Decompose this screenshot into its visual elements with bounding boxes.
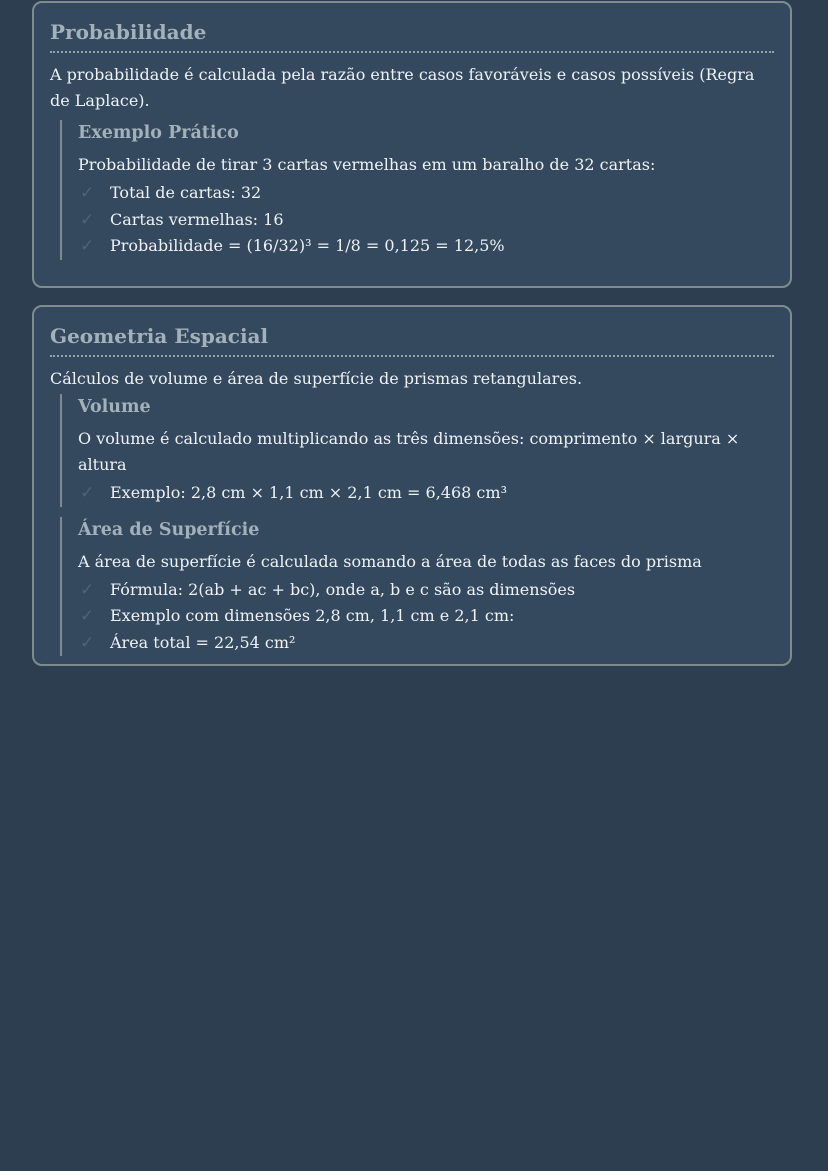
- surface-area-block: [60, 517, 774, 657]
- volume-list: [78, 480, 774, 507]
- checkmark-icon: ✓: [80, 236, 95, 256]
- checkmark-icon: ✓: [80, 209, 95, 230]
- subsection-description: Probabilidade de tirar 3 cartas vermelhas em um baralho de 32 cartas:: [78, 155, 656, 174]
- list-item: ✓ Total de cartas: 32: [78, 180, 774, 207]
- surface-area-list: [78, 577, 774, 657]
- list-item: ✓ Exemplo: 2,8 cm × 1,1 cm × 2,1 cm = 6,468 cm³: [78, 480, 774, 507]
- list-item: ✓ Fórmula: 2(ab + ac + bc), onde a, b e c são as dimensões: [78, 577, 774, 604]
- checkmark-icon: ✓: [80, 183, 95, 203]
- checkmark-icon: ✓: [80, 579, 95, 600]
- subsection-description: O volume é calculado multiplicando as três dimensões: comprimento × largura × altura: [78, 429, 740, 474]
- volume-block: [60, 394, 774, 507]
- section-title: Geometria Espacial: [50, 323, 774, 357]
- list-item: ✓ Área total = 22,54 cm²: [78, 630, 774, 657]
- list-item: ✓ Exemplo com dimensões 2,8 cm, 1,1 cm e 2,1 cm:: [78, 603, 774, 630]
- checkmark-icon: ✓: [80, 483, 95, 503]
- section-title: Probabilidade: [50, 19, 774, 53]
- geometry-card: [32, 305, 792, 666]
- example-list: [78, 180, 774, 260]
- list-item: ✓ Probabilidade = (16/32)³ = 1/8 = 0,125 = 12,5%: [78, 233, 774, 260]
- subsection-title: Área de Superfície: [78, 519, 260, 540]
- list-item: ✓ Cartas vermelhas: 16: [78, 207, 774, 234]
- probability-card: [32, 1, 792, 288]
- subsection-description: A área de superfície é calculada somando a área de todas as faces do prisma: [78, 551, 702, 571]
- example-block: [60, 120, 774, 260]
- checkmark-icon: ✓: [80, 632, 95, 653]
- subsection-title: Volume: [78, 397, 151, 417]
- subsection-title: Exemplo Prático: [78, 123, 239, 143]
- checkmark-icon: ✓: [80, 606, 95, 626]
- section-description: A probabilidade é calculada pela razão entre casos favoráveis e casos possíveis (Regra de Laplace).: [50, 65, 755, 110]
- section-description: Cálculos de volume e área de superfície de prismas retangulares.: [50, 369, 583, 388]
